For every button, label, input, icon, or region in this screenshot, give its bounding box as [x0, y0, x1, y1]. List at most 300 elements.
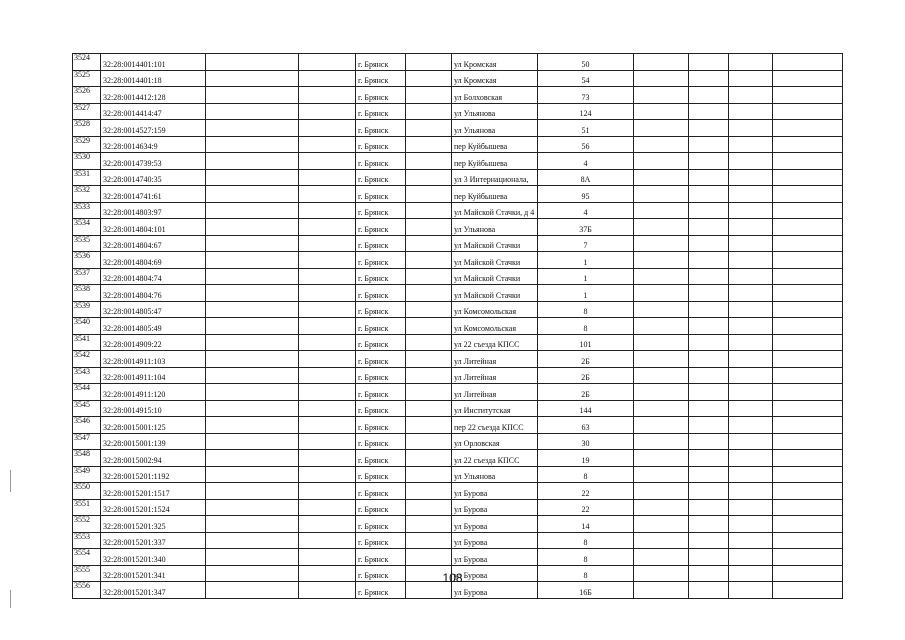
table-row — [73, 301, 843, 318]
empty-cell — [299, 384, 356, 401]
empty-cell — [634, 549, 689, 566]
empty-cell — [299, 285, 356, 302]
empty-cell — [206, 70, 299, 87]
empty-cell — [729, 549, 773, 566]
table-row — [73, 466, 843, 483]
empty-cell — [299, 483, 356, 500]
empty-cell — [406, 450, 452, 467]
empty-cell — [299, 417, 356, 434]
cadastral-number: 32:28:0014741:61 — [101, 186, 206, 203]
cadastral-number: 32:28:0014911:104 — [101, 367, 206, 384]
empty-cell — [773, 169, 843, 186]
row-number: 3531 — [73, 169, 101, 186]
row-number: 3533 — [73, 202, 101, 219]
city: г. Брянск — [356, 466, 406, 483]
street: пер Куйбышева — [452, 186, 538, 203]
row-number: 3527 — [73, 103, 101, 120]
empty-cell — [634, 499, 689, 516]
empty-cell — [206, 367, 299, 384]
empty-cell — [773, 136, 843, 153]
house-number: 22 — [538, 499, 634, 516]
city: г. Брянск — [356, 351, 406, 368]
empty-cell — [206, 433, 299, 450]
house-number: 2Б — [538, 384, 634, 401]
empty-cell — [299, 54, 356, 71]
house-number: 22 — [538, 483, 634, 500]
empty-cell — [634, 54, 689, 71]
house-number: 37Б — [538, 219, 634, 236]
empty-cell — [634, 202, 689, 219]
empty-cell — [406, 417, 452, 434]
empty-cell — [634, 450, 689, 467]
street: ул Бурова — [452, 499, 538, 516]
empty-cell — [299, 70, 356, 87]
house-number: 8 — [538, 532, 634, 549]
empty-cell — [729, 433, 773, 450]
street: ул Комсомольская — [452, 318, 538, 335]
empty-cell — [634, 186, 689, 203]
empty-cell — [406, 103, 452, 120]
empty-cell — [206, 351, 299, 368]
empty-cell — [729, 219, 773, 236]
table-row — [73, 417, 843, 434]
house-number: 51 — [538, 120, 634, 137]
table-row — [73, 186, 843, 203]
cadastral-number: 32:28:0014739:53 — [101, 153, 206, 170]
empty-cell — [406, 202, 452, 219]
empty-cell — [634, 219, 689, 236]
empty-cell — [206, 202, 299, 219]
street: ул Майской Стачки — [452, 285, 538, 302]
table-row — [73, 285, 843, 302]
empty-cell — [406, 334, 452, 351]
empty-cell — [634, 252, 689, 269]
empty-cell — [299, 120, 356, 137]
empty-cell — [634, 285, 689, 302]
table-row — [73, 400, 843, 417]
empty-cell — [634, 301, 689, 318]
empty-cell — [729, 516, 773, 533]
empty-cell — [299, 532, 356, 549]
empty-cell — [773, 499, 843, 516]
empty-cell — [206, 268, 299, 285]
empty-cell — [689, 169, 729, 186]
cadastral-number: 32:28:0014911:103 — [101, 351, 206, 368]
empty-cell — [634, 87, 689, 104]
cadastral-number: 32:28:0014915:10 — [101, 400, 206, 417]
empty-cell — [689, 301, 729, 318]
house-number: 54 — [538, 70, 634, 87]
empty-cell — [729, 70, 773, 87]
cadastral-number: 32:28:0014401:18 — [101, 70, 206, 87]
table-row — [73, 450, 843, 467]
empty-cell — [406, 367, 452, 384]
empty-cell — [689, 516, 729, 533]
empty-cell — [773, 433, 843, 450]
house-number: 8 — [538, 549, 634, 566]
house-number: 1 — [538, 252, 634, 269]
row-number: 3536 — [73, 252, 101, 269]
city: г. Брянск — [356, 54, 406, 71]
table-row — [73, 499, 843, 516]
house-number: 4 — [538, 153, 634, 170]
table-row — [73, 70, 843, 87]
street: ул Болховская — [452, 87, 538, 104]
row-number: 3555 — [73, 565, 101, 582]
empty-cell — [689, 400, 729, 417]
street: ул Бурова — [452, 483, 538, 500]
city: г. Брянск — [356, 433, 406, 450]
table-row — [73, 516, 843, 533]
empty-cell — [299, 235, 356, 252]
empty-cell — [406, 70, 452, 87]
empty-cell — [299, 549, 356, 566]
empty-cell — [634, 384, 689, 401]
row-number: 3524 — [73, 54, 101, 71]
street: ул Бурова — [452, 565, 538, 582]
row-number: 3545 — [73, 400, 101, 417]
empty-cell — [773, 483, 843, 500]
row-number: 3550 — [73, 483, 101, 500]
empty-cell — [729, 334, 773, 351]
property-register-table — [72, 53, 843, 599]
row-number: 3541 — [73, 334, 101, 351]
empty-cell — [406, 499, 452, 516]
cadastral-number: 32:28:0014804:74 — [101, 268, 206, 285]
empty-cell — [773, 466, 843, 483]
city: г. Брянск — [356, 219, 406, 236]
empty-cell — [299, 169, 356, 186]
table-row — [73, 532, 843, 549]
cadastral-number: 32:28:0014414:47 — [101, 103, 206, 120]
empty-cell — [773, 103, 843, 120]
empty-cell — [689, 466, 729, 483]
empty-cell — [299, 252, 356, 269]
city: г. Брянск — [356, 334, 406, 351]
empty-cell — [206, 153, 299, 170]
empty-cell — [689, 87, 729, 104]
city: г. Брянск — [356, 186, 406, 203]
empty-cell — [634, 367, 689, 384]
street: ул Орловская — [452, 433, 538, 450]
row-number: 3525 — [73, 70, 101, 87]
empty-cell — [689, 136, 729, 153]
table-row — [73, 334, 843, 351]
table-row — [73, 120, 843, 137]
empty-cell — [206, 103, 299, 120]
empty-cell — [299, 334, 356, 351]
empty-cell — [689, 549, 729, 566]
city: г. Брянск — [356, 301, 406, 318]
empty-cell — [729, 235, 773, 252]
table-row — [73, 351, 843, 368]
table-row — [73, 483, 843, 500]
empty-cell — [406, 169, 452, 186]
empty-cell — [406, 54, 452, 71]
cadastral-number: 32:28:0014909:22 — [101, 334, 206, 351]
empty-cell — [299, 87, 356, 104]
city: г. Брянск — [356, 318, 406, 335]
house-number: 8 — [538, 318, 634, 335]
empty-cell — [689, 120, 729, 137]
cadastral-number: 32:28:0015001:139 — [101, 433, 206, 450]
empty-cell — [729, 54, 773, 71]
empty-cell — [406, 301, 452, 318]
city: г. Брянск — [356, 136, 406, 153]
scan-margin-mark — [10, 590, 11, 608]
street: ул Бурова — [452, 582, 538, 599]
empty-cell — [729, 351, 773, 368]
cadastral-number: 32:28:0015201:325 — [101, 516, 206, 533]
empty-cell — [299, 202, 356, 219]
empty-cell — [299, 219, 356, 236]
empty-cell — [773, 318, 843, 335]
cadastral-number: 32:28:0014527:159 — [101, 120, 206, 137]
empty-cell — [634, 532, 689, 549]
empty-cell — [634, 483, 689, 500]
cadastral-number: 32:28:0014804:67 — [101, 235, 206, 252]
empty-cell — [729, 136, 773, 153]
empty-cell — [773, 384, 843, 401]
street: ул Институтская — [452, 400, 538, 417]
empty-cell — [299, 400, 356, 417]
empty-cell — [773, 301, 843, 318]
empty-cell — [299, 367, 356, 384]
empty-cell — [689, 235, 729, 252]
street: ул 22 съезда КПСС — [452, 334, 538, 351]
city: г. Брянск — [356, 103, 406, 120]
empty-cell — [729, 252, 773, 269]
cadastral-number: 32:28:0014805:47 — [101, 301, 206, 318]
empty-cell — [634, 400, 689, 417]
street: пер 22 съезда КПСС — [452, 417, 538, 434]
row-number: 3553 — [73, 532, 101, 549]
empty-cell — [299, 186, 356, 203]
city: г. Брянск — [356, 400, 406, 417]
table-row — [73, 54, 843, 71]
street: ул Литейная — [452, 367, 538, 384]
empty-cell — [634, 433, 689, 450]
street: ул Ульянова — [452, 103, 538, 120]
street: ул Кромская — [452, 54, 538, 71]
empty-cell — [206, 450, 299, 467]
empty-cell — [773, 219, 843, 236]
empty-cell — [634, 153, 689, 170]
empty-cell — [206, 301, 299, 318]
empty-cell — [773, 334, 843, 351]
empty-cell — [773, 417, 843, 434]
table-row — [73, 103, 843, 120]
cadastral-number: 32:28:0015002:94 — [101, 450, 206, 467]
empty-cell — [689, 202, 729, 219]
page-number: 108 — [442, 571, 463, 585]
empty-cell — [729, 268, 773, 285]
street: ул Ульянова — [452, 219, 538, 236]
empty-cell — [729, 169, 773, 186]
empty-cell — [729, 483, 773, 500]
table-row — [73, 153, 843, 170]
house-number: 2Б — [538, 351, 634, 368]
table-row — [73, 549, 843, 566]
empty-cell — [406, 186, 452, 203]
empty-cell — [206, 516, 299, 533]
house-number: 30 — [538, 433, 634, 450]
empty-cell — [689, 351, 729, 368]
row-number: 3540 — [73, 318, 101, 335]
empty-cell — [634, 120, 689, 137]
empty-cell — [406, 549, 452, 566]
empty-cell — [729, 532, 773, 549]
house-number: 4 — [538, 202, 634, 219]
empty-cell — [729, 499, 773, 516]
row-number: 3534 — [73, 219, 101, 236]
empty-cell — [634, 268, 689, 285]
empty-cell — [689, 103, 729, 120]
row-number: 3529 — [73, 136, 101, 153]
empty-cell — [689, 417, 729, 434]
empty-cell — [773, 532, 843, 549]
empty-cell — [406, 87, 452, 104]
empty-cell — [206, 87, 299, 104]
city: г. Брянск — [356, 120, 406, 137]
house-number: 56 — [538, 136, 634, 153]
empty-cell — [773, 235, 843, 252]
empty-cell — [729, 202, 773, 219]
empty-cell — [206, 169, 299, 186]
table-row — [73, 219, 843, 236]
empty-cell — [773, 400, 843, 417]
house-number: 101 — [538, 334, 634, 351]
table-row — [73, 87, 843, 104]
street: ул Литейная — [452, 351, 538, 368]
city: г. Брянск — [356, 384, 406, 401]
empty-cell — [406, 384, 452, 401]
empty-cell — [689, 219, 729, 236]
row-number: 3543 — [73, 367, 101, 384]
empty-cell — [689, 499, 729, 516]
row-number: 3528 — [73, 120, 101, 137]
house-number: 8 — [538, 301, 634, 318]
empty-cell — [729, 367, 773, 384]
empty-cell — [729, 103, 773, 120]
empty-cell — [729, 186, 773, 203]
cadastral-number: 32:28:0015201:340 — [101, 549, 206, 566]
house-number: 19 — [538, 450, 634, 467]
empty-cell — [689, 334, 729, 351]
empty-cell — [729, 417, 773, 434]
city: г. Брянск — [356, 252, 406, 269]
row-number: 3548 — [73, 450, 101, 467]
row-number: 3544 — [73, 384, 101, 401]
empty-cell — [206, 285, 299, 302]
empty-cell — [773, 367, 843, 384]
street: ул Комсомольская — [452, 301, 538, 318]
empty-cell — [689, 532, 729, 549]
row-number: 3539 — [73, 301, 101, 318]
empty-cell — [206, 466, 299, 483]
empty-cell — [206, 120, 299, 137]
house-number: 8 — [538, 565, 634, 582]
city: г. Брянск — [356, 235, 406, 252]
empty-cell — [406, 252, 452, 269]
city: г. Брянск — [356, 285, 406, 302]
street: ул Майской Стачки, д 4 — [452, 202, 538, 219]
empty-cell — [773, 202, 843, 219]
table-row — [73, 202, 843, 219]
empty-cell — [406, 285, 452, 302]
house-number: 14 — [538, 516, 634, 533]
empty-cell — [406, 433, 452, 450]
cadastral-number: 32:28:0014412:128 — [101, 87, 206, 104]
empty-cell — [773, 351, 843, 368]
city: г. Брянск — [356, 565, 406, 582]
empty-cell — [206, 384, 299, 401]
empty-cell — [406, 532, 452, 549]
empty-cell — [206, 417, 299, 434]
empty-cell — [206, 252, 299, 269]
city: г. Брянск — [356, 153, 406, 170]
house-number: 124 — [538, 103, 634, 120]
row-number: 3546 — [73, 417, 101, 434]
empty-cell — [206, 136, 299, 153]
empty-cell — [206, 219, 299, 236]
empty-cell — [689, 450, 729, 467]
cadastral-number: 32:28:0014805:49 — [101, 318, 206, 335]
empty-cell — [634, 466, 689, 483]
empty-cell — [634, 417, 689, 434]
city: г. Брянск — [356, 499, 406, 516]
empty-cell — [634, 351, 689, 368]
city: г. Брянск — [356, 70, 406, 87]
street: ул Ульянова — [452, 466, 538, 483]
empty-cell — [299, 268, 356, 285]
empty-cell — [406, 136, 452, 153]
empty-cell — [689, 384, 729, 401]
cadastral-number: 32:28:0014740:35 — [101, 169, 206, 186]
cadastral-number: 32:28:0015001:125 — [101, 417, 206, 434]
empty-cell — [206, 549, 299, 566]
table-row — [73, 268, 843, 285]
empty-cell — [773, 450, 843, 467]
empty-cell — [299, 318, 356, 335]
empty-cell — [729, 285, 773, 302]
empty-cell — [634, 136, 689, 153]
street: ул Ульянова — [452, 120, 538, 137]
street: ул 22 съезда КПСС — [452, 450, 538, 467]
empty-cell — [206, 499, 299, 516]
empty-cell — [773, 54, 843, 71]
cadastral-number: 32:28:0015201:337 — [101, 532, 206, 549]
empty-cell — [299, 153, 356, 170]
row-number: 3549 — [73, 466, 101, 483]
cadastral-number: 32:28:0014804:101 — [101, 219, 206, 236]
house-number: 16Б — [538, 582, 634, 599]
empty-cell — [729, 120, 773, 137]
cadastral-number: 32:28:0014803:97 — [101, 202, 206, 219]
empty-cell — [634, 169, 689, 186]
table-row — [73, 169, 843, 186]
cadastral-number: 32:28:0015201:1524 — [101, 499, 206, 516]
empty-cell — [729, 400, 773, 417]
house-number: 1 — [538, 268, 634, 285]
empty-cell — [729, 318, 773, 335]
table-row — [73, 384, 843, 401]
city: г. Брянск — [356, 202, 406, 219]
city: г. Брянск — [356, 450, 406, 467]
empty-cell — [206, 532, 299, 549]
empty-cell — [206, 54, 299, 71]
house-number: 7 — [538, 235, 634, 252]
